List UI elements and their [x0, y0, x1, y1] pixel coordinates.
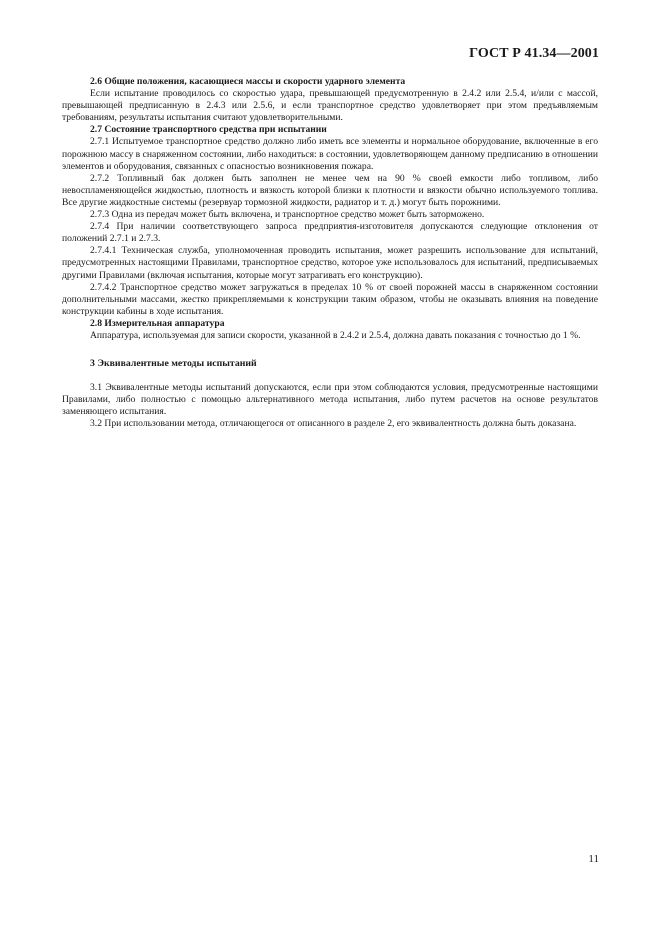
- document-body: [62, 76, 598, 431]
- clause-2-7-4-1: 2.7.4.1 Техническая служба, уполномоченная проводить испытания, может разрешить использование для испытаний, предусмотренных настоящими Правилами, транспортное средство, которое уже использовалось для испытаний, предписываемых другими Правилами (включая испытания, которые могут затрагивать его конструкцию).: [62, 245, 598, 281]
- clause-2-7-3: 2.7.3 Одна из передач может быть включена, и транспортное средство может быть заторможено.: [90, 209, 485, 221]
- section-2-7-heading: 2.7 Состояние транспортного средства при испытании: [90, 124, 327, 136]
- clause-2-7-2: 2.7.2 Топливный бак должен быть заполнен не менее чем на 90 % своей емкости либо топливом, либо невоспламеняющейся жидкостью, плотность и вязкость которой близки к плотности и вязкости обычно используемого топлива. Все другие жидкостные системы (резервуар тормозной жидкости, радиатор и т. д.) могут быть порожними.: [62, 172, 598, 208]
- section-2-6-paragraph: Если испытание проводилось со скоростью удара, превышающей предусмотренную в 2.4.2 или 2.5.4, и/или с массой, превышающей предписанную в 2.4.3 или 2.5.6, и если транспортное средство удовлетворяет при этом предъявляемым требованиям, результаты испытания считают удовлетворительными.: [62, 88, 598, 124]
- document-id-header: ГОСТ Р 41.34—2001: [469, 46, 599, 61]
- section-2-8-heading: 2.8 Измерительная аппаратура: [90, 317, 225, 329]
- clause-3-1: 3.1 Эквивалентные методы испытаний допускаются, если при этом соблюдаются условия, предусмотренные настоящими Правилами, либо полностью с помощью альтернативного метода испытания, либо путем расчетов на основе результатов заменяющего испытания.: [62, 382, 598, 418]
- clause-2-7-4-2: 2.7.4.2 Транспортное средство может загружаться в пределах 10 % от своей порожней массы в снаряженном состоянии дополнительными массами, жестко прикрепляемыми к конструкции таким образом, чтобы не оказывать влияния на поведение конструкции кабины в ходе испытания.: [62, 281, 598, 317]
- section-2-6-heading: 2.6 Общие положения, касающиеся массы и скорости ударного элемента: [90, 76, 406, 87]
- clause-2-7-4: 2.7.4 При наличии соответствующего запроса предприятия-изготовителя допускаются следующие отклонения от положений 2.7.1 и 2.7.3.: [62, 221, 598, 245]
- section-3-heading: 3 Эквивалентные методы испытаний: [90, 358, 257, 370]
- section-2-8-paragraph: Аппаратура, используемая для записи скорости, указанной в 2.4.2 и 2.5.4, должна давать показания с точностью до 1 %.: [90, 329, 581, 341]
- page-number: 11: [588, 853, 599, 865]
- clause-3-2: 3.2 При использовании метода, отличающегося от описанного в разделе 2, его эквивалентность должна быть доказана.: [90, 418, 577, 430]
- clause-2-7-1: 2.7.1 Испытуемое транспортное средство должно либо иметь все элементы и нормальное оборудование, включенные в его порожнюю массу в снаряженном состоянии, либо находиться: в состоянии, удовлетворяющем данному предписанию в отношении элементов и оборудования, связанных с опасностью возникновения пожара.: [62, 136, 598, 172]
